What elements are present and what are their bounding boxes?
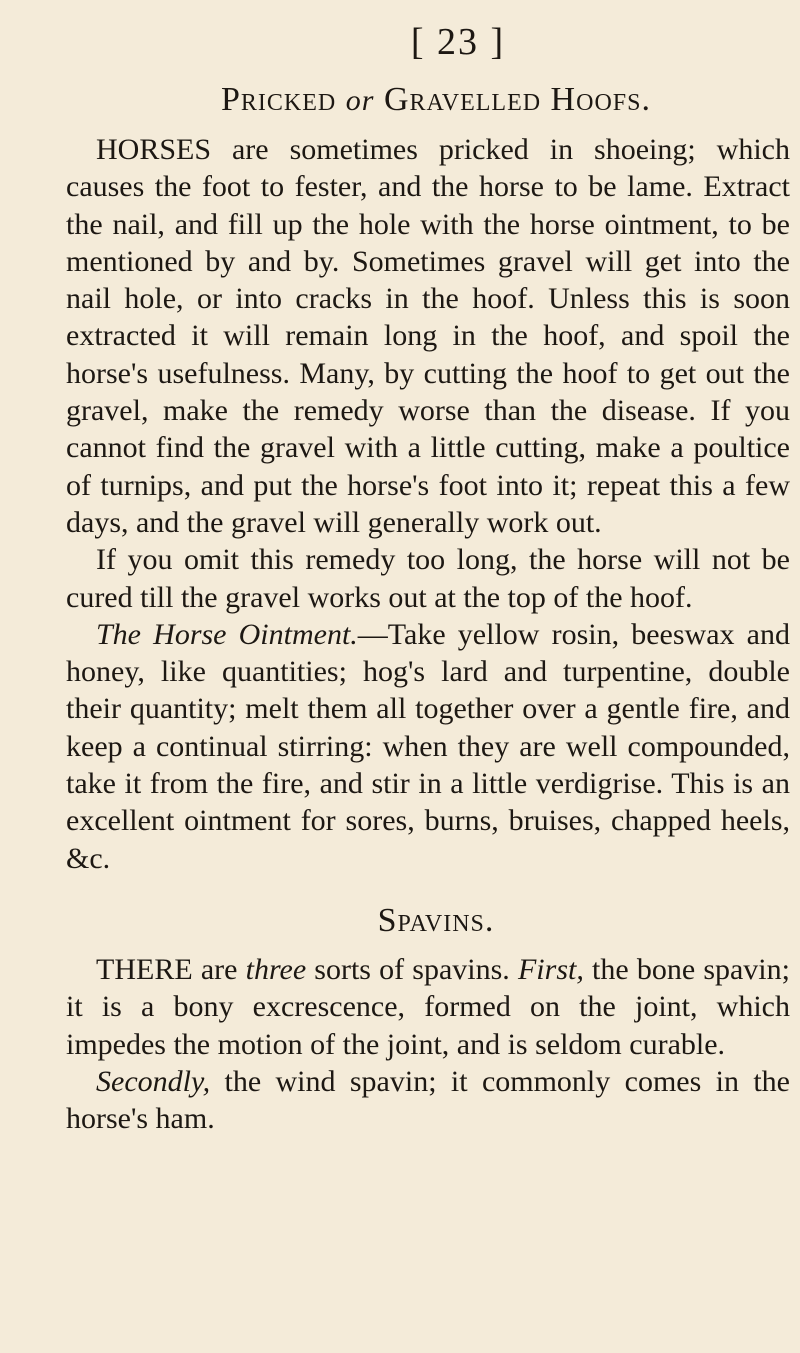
heading-pricked-hoofs [82, 80, 790, 121]
paragraph-spavins-1 [66, 951, 790, 1063]
heading-part: Pricked [221, 81, 346, 118]
heading-part: or [345, 84, 375, 117]
text-run: THERE are [96, 952, 246, 986]
paragraph-pricked-1: HORSES are sometimes pricked in shoeing; which causes the foot to fester, and the horse to be lame. Extract the nail, and fill up the hole with the horse ointment, to be mentioned by and by. Sometimes gravel will get into the nail hole, or into cracks in the hoof. Unless this is soon extracted it will remain long in the hoof, and spoil the horse's usefulness. Many, by cutting the hoof to get out the gravel, make the remedy worse than the disease. If you cannot find the gravel with a little cutting, make a poultice of turnips, and put the horse's foot into it; repeat this a few days, and the gravel will generally work out. [66, 133, 790, 539]
text-run: sorts of spavins. [306, 952, 518, 986]
heading-spavins: Spavins. [377, 901, 495, 939]
ointment-title: The Horse Ointment. [96, 617, 358, 651]
paragraph-horse-ointment [66, 616, 790, 877]
text-run: the bone spavin; it is a bony excrescence, formed on the joint, which impedes the motion of the joint, and is seldom curable. [66, 952, 790, 1061]
text-run: the wind spavin; it commonly comes in the horse's ham. [66, 1064, 790, 1136]
page-number: [ 23 ] [410, 21, 506, 63]
paragraph-spavins-2 [66, 1063, 790, 1138]
text-run-italic: three [245, 952, 307, 986]
text-run-italic: Secondly, [96, 1064, 211, 1098]
heading-part: Gravelled Hoofs. [374, 81, 651, 118]
ointment-text: —Take yellow rosin, beeswax and honey, like quantities; hog's lard and turpentine, double their quantity; melt them all together over a gentle fire, and keep a continual stirring: when they are well compounded, take it from the fire, and stir in a little verdigrise. This is an excellent ointment for sores, burns, bruises, chapped heels, &c. [66, 617, 790, 875]
text-run-italic: First, [517, 952, 584, 986]
section-spacer [66, 877, 790, 901]
paragraph-pricked-2: If you omit this remedy too long, the horse will not be cured till the gravel works out at the top of the hoof. [66, 543, 790, 614]
